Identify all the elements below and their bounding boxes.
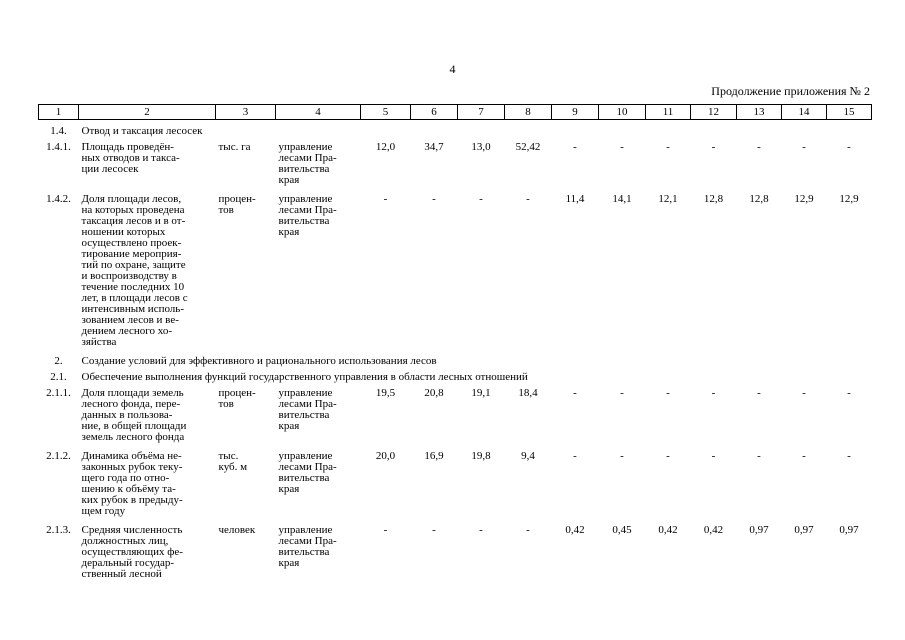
responsible-body-line: края: [278, 557, 300, 569]
section-code: 1.4.: [50, 125, 67, 137]
value-cell: -: [802, 141, 806, 153]
unit-of-measure-line: процен-: [218, 193, 256, 205]
indicator-name-line: таксация лесов и в от-: [81, 215, 186, 227]
responsible-body-line: управление: [278, 193, 333, 205]
section-title: Отвод и таксация лесосек: [81, 125, 203, 137]
row-code: 1.4.1.: [46, 141, 71, 153]
indicator-name-line: ношении которых: [81, 226, 166, 238]
unit-of-measure: [216, 451, 276, 525]
indicator-name-line: щем году: [81, 505, 126, 517]
column-number-header: 5: [361, 105, 411, 120]
responsible-body: [276, 451, 361, 525]
value-cell: 0,42: [565, 524, 585, 536]
responsible-body-line: вительства: [278, 409, 330, 421]
page-number: 4: [449, 62, 456, 76]
value-cell: 16,9: [424, 450, 444, 462]
indicator-name-line: должностных лиц,: [81, 535, 169, 547]
column-number-header: 14: [782, 105, 827, 120]
value-cell: -: [432, 524, 436, 536]
value-cell: -: [711, 387, 716, 399]
indicator-name-line: деральный государ-: [81, 557, 175, 569]
indicator-name-line: осуществлено проек-: [81, 237, 182, 249]
responsible-body-line: лесами Пра-: [278, 152, 337, 164]
unit-of-measure: [216, 525, 276, 588]
responsible-body-line: вительства: [278, 472, 330, 484]
value-cell: 13,0: [471, 141, 491, 153]
indicator-name-line: Доля площади лесов,: [81, 193, 182, 205]
value-cell: -: [847, 141, 851, 153]
indicator-name-line: Динамика объёма не-: [81, 450, 182, 462]
indicator-name-line: ние, в общей площади: [81, 420, 187, 432]
column-number-header: 6: [411, 105, 458, 120]
indicator-name-line: Средняя численность: [81, 524, 183, 536]
value-cell: -: [383, 524, 388, 536]
responsible-body-line: управление: [278, 387, 333, 399]
indicator-name-line: законных рубок теку-: [81, 461, 183, 473]
value-cell: -: [757, 141, 761, 153]
value-cell: -: [432, 193, 436, 205]
annex-caption: Продолжение приложения № 2: [711, 84, 870, 98]
value-cell: -: [573, 141, 577, 153]
column-number-header: 13: [737, 105, 782, 120]
value-cell: 12,9: [839, 193, 859, 205]
value-cell: -: [666, 450, 670, 462]
indicator-name-line: ких рубок в предыду-: [81, 494, 183, 506]
value-cell: -: [526, 193, 530, 205]
unit-of-measure: [216, 388, 276, 451]
indicator-name-line: данных в пользова-: [81, 409, 173, 421]
column-number-header: 2: [79, 105, 216, 120]
value-cell: -: [620, 387, 624, 399]
value-cell: 0,97: [749, 524, 769, 536]
value-cell: -: [573, 450, 577, 462]
responsible-body-line: лесами Пра-: [278, 535, 337, 547]
indicators-table: [38, 104, 872, 588]
value-cell: 34,7: [424, 141, 444, 153]
indicator-name-line: лет, в площади лесов с: [81, 292, 188, 304]
responsible-body-line: края: [278, 174, 300, 186]
value-cell: 12,1: [658, 193, 678, 205]
value-cell: 11,4: [565, 193, 585, 205]
value-cell: 12,0: [375, 141, 396, 153]
value-cell: 0,97: [794, 524, 814, 536]
value-cell: 20,8: [424, 387, 444, 399]
responsible-body: [276, 388, 361, 451]
indicator-name-line: Доля площади земель: [81, 387, 184, 399]
responsible-body-line: края: [278, 226, 300, 238]
value-cell: -: [757, 387, 761, 399]
value-cell: -: [847, 450, 851, 462]
value-cell: -: [383, 193, 388, 205]
column-number-header: 4: [276, 105, 361, 120]
value-cell: -: [847, 387, 851, 399]
indicator-name: [79, 194, 216, 356]
responsible-body-line: управление: [278, 141, 333, 153]
value-cell: 19,5: [375, 387, 396, 399]
indicator-name: [79, 388, 216, 451]
column-number-header: 3: [216, 105, 276, 120]
section-code: 2.: [54, 355, 63, 367]
responsible-body-line: вительства: [278, 546, 330, 558]
responsible-body-line: лесами Пра-: [278, 461, 337, 473]
unit-of-measure-line: куб. м: [218, 461, 248, 473]
value-cell: 20,0: [375, 450, 396, 462]
unit-of-measure-line: тыс. га: [218, 141, 251, 153]
value-cell: -: [573, 387, 577, 399]
value-cell: 19,8: [471, 450, 491, 462]
value-cell: -: [711, 141, 716, 153]
value-cell: -: [666, 387, 670, 399]
unit-of-measure-line: тов: [218, 204, 234, 216]
responsible-body: [276, 142, 361, 194]
responsible-body-line: лесами Пра-: [278, 398, 337, 410]
indicator-name-line: зяйства: [81, 336, 117, 348]
indicator-name-line: тий по охране, защите: [81, 259, 186, 271]
responsible-body: [276, 194, 361, 356]
unit-of-measure-line: процен-: [218, 387, 256, 399]
responsible-body: [276, 525, 361, 588]
indicator-name-line: и воспроизводству в: [81, 270, 177, 282]
section-title: Обеспечение выполнения функций государственного управления в области лесных отношений: [81, 371, 528, 383]
value-cell: 52,42: [515, 141, 541, 153]
value-cell: -: [479, 193, 483, 205]
row-code: 1.4.2.: [46, 193, 71, 205]
row-code: 2.1.1.: [46, 387, 71, 399]
unit-of-measure: [216, 194, 276, 356]
indicator-name-line: осуществляющих фе-: [81, 546, 183, 558]
indicator-name-line: интенсивным исполь-: [81, 303, 184, 315]
value-cell: 12,8: [703, 193, 724, 205]
responsible-body-line: лесами Пра-: [278, 204, 337, 216]
responsible-body-line: края: [278, 420, 300, 432]
table-row: [39, 525, 872, 588]
column-number-header: 8: [505, 105, 552, 120]
column-number-header: 1: [39, 105, 79, 120]
column-number-header: 15: [827, 105, 872, 120]
table-row: [39, 194, 872, 356]
section-row: [39, 356, 872, 372]
section-row: [39, 372, 872, 388]
unit-of-measure-line: тов: [218, 398, 234, 410]
indicator-name-line: тирование мероприя-: [81, 248, 182, 260]
value-cell: 19,1: [471, 387, 491, 399]
indicator-name-line: зованием лесов и ве-: [81, 314, 179, 326]
indicator-name-line: земель лесного фонда: [81, 431, 185, 443]
row-code: 2.1.3.: [46, 524, 71, 536]
responsible-body-line: вительства: [278, 215, 330, 227]
unit-of-measure-line: человек: [218, 524, 256, 536]
value-cell: 0,45: [612, 524, 632, 536]
table-row: [39, 388, 872, 451]
column-number-header: 11: [646, 105, 691, 120]
value-cell: -: [757, 450, 761, 462]
indicator-name-line: ственный лесной: [81, 568, 162, 580]
indicator-name: [79, 142, 216, 194]
indicator-name-line: течение последних 10: [81, 281, 185, 293]
value-cell: 18,4: [518, 387, 538, 399]
value-cell: -: [802, 387, 806, 399]
header-row: [39, 105, 872, 120]
unit-of-measure: [216, 142, 276, 194]
indicator-name-line: шению к объёму та-: [81, 483, 176, 495]
indicator-name-line: ции лесосек: [81, 163, 139, 175]
value-cell: 12,8: [749, 193, 769, 205]
value-cell: 0,42: [658, 524, 678, 536]
value-cell: -: [620, 450, 624, 462]
column-number-header: 7: [458, 105, 505, 120]
value-cell: -: [526, 524, 530, 536]
indicator-name-line: на которых проведена: [81, 204, 185, 216]
indicator-name-line: дением лесного хо-: [81, 325, 172, 337]
indicator-name: [79, 525, 216, 588]
section-code: 2.1.: [50, 371, 67, 383]
value-cell: 9,4: [521, 450, 535, 462]
value-cell: 0,42: [703, 524, 724, 536]
section-title: Создание условий для эффективного и рационального использования лесов: [81, 355, 437, 367]
section-row: [39, 126, 872, 142]
value-cell: 14,1: [612, 193, 632, 205]
column-number-header: 12: [691, 105, 737, 120]
indicator-name-line: лесного фонда, пере-: [81, 398, 181, 410]
indicator-name: [79, 451, 216, 525]
responsible-body-line: вительства: [278, 163, 330, 175]
value-cell: -: [666, 141, 670, 153]
value-cell: -: [620, 141, 624, 153]
column-number-header: 10: [599, 105, 646, 120]
row-code: 2.1.2.: [46, 450, 71, 462]
table-row: [39, 451, 872, 525]
value-cell: -: [802, 450, 806, 462]
value-cell: 12,9: [794, 193, 814, 205]
column-number-header: 9: [552, 105, 599, 120]
indicator-name-line: щего года по отно-: [81, 472, 170, 484]
unit-of-measure-line: тыс.: [218, 450, 239, 462]
responsible-body-line: края: [278, 483, 300, 495]
value-cell: -: [479, 524, 483, 536]
value-cell: 0,97: [839, 524, 859, 536]
table-row: [39, 142, 872, 194]
indicator-name-line: ных отводов и такса-: [81, 152, 180, 164]
responsible-body-line: управление: [278, 524, 333, 536]
indicator-name-line: Площадь проведён-: [81, 141, 174, 153]
value-cell: -: [711, 450, 716, 462]
responsible-body-line: управление: [278, 450, 333, 462]
